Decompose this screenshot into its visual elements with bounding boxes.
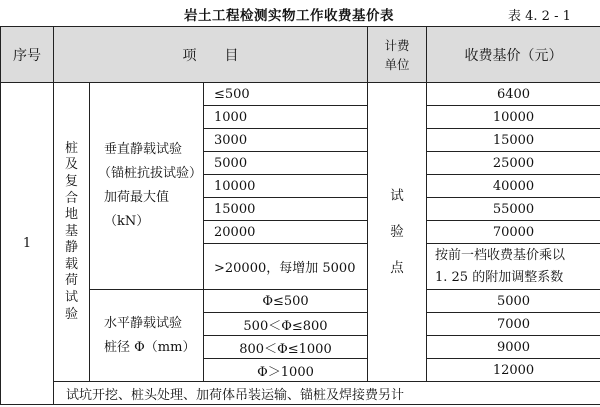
condition-cell: 500＜Φ≤800 xyxy=(204,313,368,336)
category-cell xyxy=(54,83,90,382)
price-cell: 15000 xyxy=(427,129,600,152)
unit-label: 试验点 xyxy=(390,188,404,276)
condition-cell: ≤500 xyxy=(204,83,368,106)
price-note-cell xyxy=(427,244,600,290)
price-cell: 9000 xyxy=(427,336,600,359)
price-cell: 10000 xyxy=(427,106,600,129)
condition-cell: Φ≤500 xyxy=(204,290,368,313)
condition-cell: Φ＞1000 xyxy=(204,359,368,382)
row-serial-no: 1 xyxy=(1,83,54,405)
price-cell: 6400 xyxy=(427,83,600,106)
unit-cell xyxy=(368,83,427,382)
footer-note: 试坑开挖、桩头处理、加荷体吊装运输、锚桩及焊接费另计 xyxy=(54,382,600,405)
horizontal-test-label xyxy=(90,290,204,382)
price-cell: 70000 xyxy=(427,221,600,244)
horizontal-label-line-2: 桩径 Φ（mm） xyxy=(104,339,196,355)
vertical-label-line-2: （锚桩抗拔试验） xyxy=(98,166,203,181)
condition-cell: 5000 xyxy=(204,152,368,175)
price-note-line-1: 按前一档收费基价乘以 xyxy=(435,247,566,263)
table-caption xyxy=(0,0,600,24)
price-cell: 40000 xyxy=(427,175,600,198)
header-unit xyxy=(368,27,427,83)
price-cell: 7000 xyxy=(427,313,600,336)
category-label: 桩及复合地基静载荷试验 xyxy=(64,140,78,322)
horizontal-label-line-1: 水平静载试验 xyxy=(104,315,183,331)
vertical-test-label xyxy=(90,83,204,290)
header-price: 收费基价（元） xyxy=(427,27,600,83)
condition-cell: 20000 xyxy=(204,221,368,244)
table-row xyxy=(1,83,600,106)
price-cell: 25000 xyxy=(427,152,600,175)
vertical-label-line-3: 加荷最大值（kN） xyxy=(104,190,170,229)
fee-table xyxy=(0,26,600,405)
vertical-label-line-1: 垂直静载试验 xyxy=(104,142,183,157)
condition-cell-extra: >20000，每增加 5000 xyxy=(204,244,368,290)
condition-cell: 15000 xyxy=(204,198,368,221)
header-item: 项 目 xyxy=(54,27,368,83)
price-cell: 12000 xyxy=(427,359,600,382)
price-cell: 5000 xyxy=(427,290,600,313)
header-unit-text: 计费单位 xyxy=(384,37,410,72)
header-no: 序号 xyxy=(1,27,54,83)
table-row xyxy=(1,290,600,313)
condition-cell: 1000 xyxy=(204,106,368,129)
table-number: 表 4. 2 - 1 xyxy=(508,9,571,24)
table-title: 岩土工程检测实物工作收费基价表 xyxy=(184,8,394,24)
condition-cell: 10000 xyxy=(204,175,368,198)
condition-cell: 3000 xyxy=(204,129,368,152)
table-row xyxy=(1,382,600,405)
condition-cell: 800＜Φ≤1000 xyxy=(204,336,368,359)
price-cell: 55000 xyxy=(427,198,600,221)
price-note-line-2: 1. 25 的附加调整系数 xyxy=(435,269,564,285)
